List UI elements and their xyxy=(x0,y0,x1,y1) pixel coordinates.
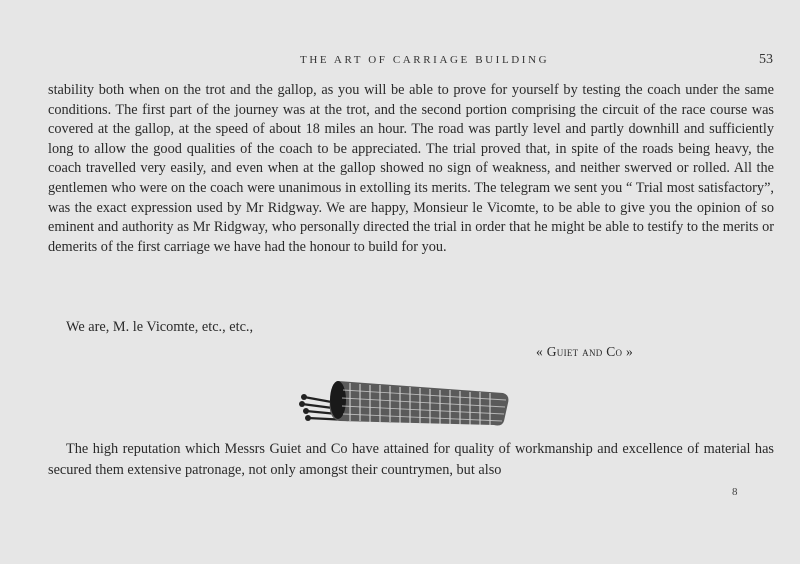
body-paragraph: stability both when on the trot and the gallop, as you will be able to prove for yourself by testing the coach under the same conditions. The first part of the journey was at the trot, and the second portion comprising the circuit of the race course was covered at the gallop, at the speed of about 18 miles an hour. The road was partly level and partly downhill and sufficiently long to allow the good qualities of the coach to be appreciated. The trial proved that, in spite of the roads being heavy, the coach travelled very easily, and even when at the gallop showed no sign of weakness, and neither swerved or rolled. All the gentlemen who were on the coach were unanimous in extolling its merits. The telegram we sent you “ Trial most satisfactory”, was the exact expression used by Mr Ridgway. We are happy, Monsieur le Vicomte, to be able to give you the opinion of so eminent and authority as Mr Ridgway, who personally directed the trial in order that he might be able to testify to the merits or demerits of the first carriage we have had the honour to build for you. xyxy=(48,82,774,255)
signature-text: « Guiet and Co » xyxy=(536,344,634,359)
wicker-whip-tube-icon xyxy=(298,363,512,433)
page-number: 53 xyxy=(759,52,773,67)
running-title: THE ART OF CARRIAGE BUILDING xyxy=(300,54,550,66)
running-head xyxy=(0,52,800,70)
signature xyxy=(536,344,633,360)
closing-line: We are, M. le Vicomte, etc., etc., xyxy=(66,319,254,335)
body-paragraph-2: The high reputation which Messrs Guiet and Co have attained for quality of workmanship and excellence of material has secured them extensive patronage, not only amongst their countrymen, but also xyxy=(48,441,774,478)
signature-mark: 8 xyxy=(732,486,738,498)
